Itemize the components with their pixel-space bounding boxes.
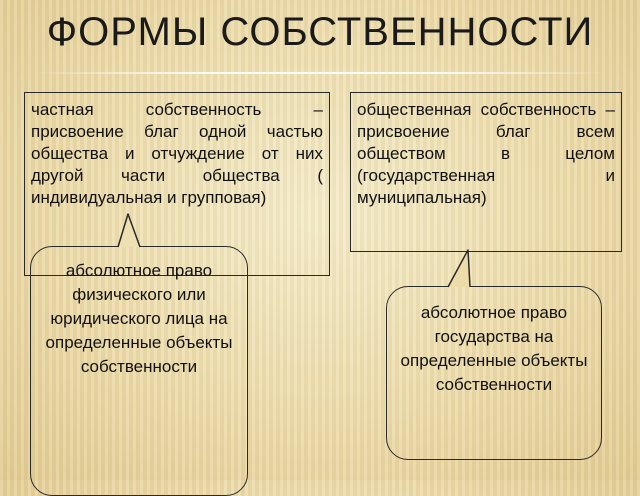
public-callout-text: абсолютное право государства на определенные объекты собственности [400,303,588,394]
slide-title: ФОРМЫ СОБСТВЕННОСТИ [46,10,594,54]
private-property-text: частная собственность – присвоение благ одной частью общества и отчуждение от них другой части общества ( индивидуальная и групповая) [31,100,323,207]
private-callout-text: абсолютное право физического или юридического лица на определенные объекты собственности [45,261,233,376]
private-callout-bubble [30,246,248,496]
public-property-text: общественная собственность – присвоение благ всем обществом в целом (государственная и муниципальная) [357,100,615,207]
public-property-box [350,92,622,252]
title-divider [30,72,610,74]
public-callout-bubble [386,286,602,460]
right-callout-tail [448,250,470,287]
